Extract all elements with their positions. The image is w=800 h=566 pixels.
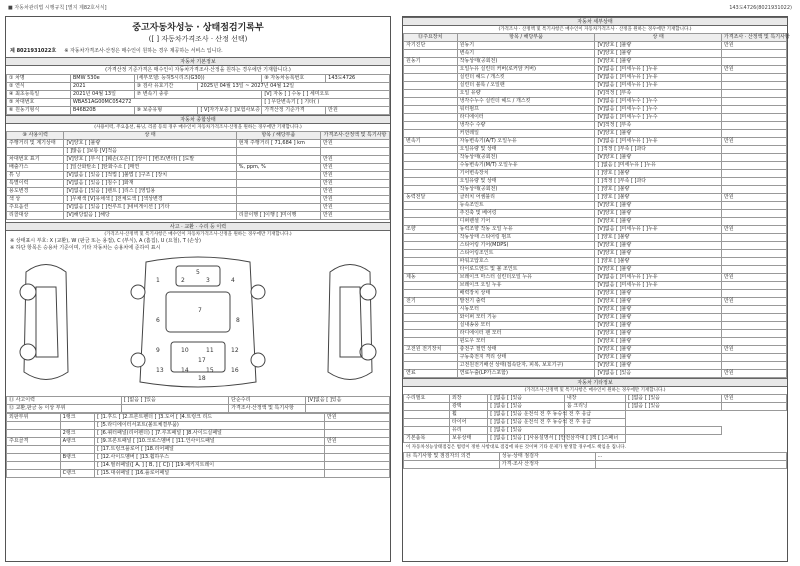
parts-row: [ ]17.트렁크플로어 [ ]18.리어패널 (7, 446, 390, 454)
option-table (403, 394, 787, 443)
diagram-number: 6 (156, 317, 160, 324)
legend-line-2: ※ 하단 항목은 승용차 기준이며, 기타 자동차는 승용차에 준하여 표시 (10, 245, 161, 251)
diagram-number: 9 (156, 347, 160, 354)
diagram-number: 18 (198, 375, 206, 382)
detail-row: 변속기 자동변속기(A/T) 오일누유 [V]없음 [ ]미세누유 [ ]누유 만원 (404, 138, 787, 146)
basic-info-table: ① 차명 BMW 530e (세부모델: 등허5시리즈(G30)) ⑧ 자동차등록번호 143도4726 ② 연식 2021 ③ 검사 유효기간 2025년 04월 13일 ~ 2027년 04월 12일 ④ 최초등록일 2021년 04월 13일 ⑦ 변속기 종류 [V] 자동 [ ] 수동 [ ] 세미오토 ⑤ 차대번호 WBA51AG00MC054272 [ ] 무단변속기 [ ] 기타( ) ⑥ 원동기형식 B46B20B ⑨ 보증유형 [ V]자가보증 [ ]보험사보증 가격산정 기준가격 만원 (6, 74, 390, 115)
left-page (5, 16, 391, 562)
diagram-number: 13 (156, 367, 164, 374)
car-left-side (20, 265, 68, 380)
option-bar: 자동차 기타정보 (403, 378, 787, 387)
diagram-number: 17 (198, 357, 206, 364)
option-row: 기본품목 보유상태 [ ]없음 [ ]있음 [ ]사용설명서 [ ]안전삼각대 [ ]잭 [ ]스패너 (404, 435, 787, 443)
basic-info-bar: 자동차 기본정보 (6, 57, 390, 66)
diagram-number: 11 (206, 347, 214, 354)
diagram-number: 2 (181, 277, 185, 284)
right-page (402, 16, 788, 562)
detail-table: ⑬주요장치 항목 / 해당부품 상 태 가격조사 · 산정액 및 특기사항 자기진단 원동기 [V]양호 [ ]불량 만원 변속기 [V]양호 [ ]불량 원동기 작동상태(공회전) [V]양호 [ ]불량 오일누유 실린더 커버(로커암 커버) [V]없음 [ ]미세누유 [ ]누유 만원 실린더 헤드 / 개스킷 [V]없음 [ ]미세누유 [ ]누유 실린더 블록 / 오일팬 [V]없음 [ ]미세누유 [ ]누유 오일 유량 [V]적정 [ ]부족 냉각수누수 실린더 헤드 / 개스킷 [V]없음 [ ]미세누수 [ ]누수 워터펌프 [V]없음 [ ]미세누수 [ ]누수 라디에이터 [V]없음 [ ]미세누수 [ ]누수 냉각수 수량 [V]적정 [ ]부족 커먼레일 [V]양호 [ ]불량 변속기 자동변속기(A/T) 오일누유 [V]없음 [ ]미세누유 [ ]누유 만원 오일유량 및 상태 [ ]적정 [ ]부족 [ ]과다 작동상태(공회전) [V]양호 [ ]불량 수동변속기(M/T) 오일누유 [ ]없음 [ ]미세누유 [ ]누유 기어변속장치 [ ]양호 [ ]불량 오일유량 및 상태 [ ]적정 [ ]부족 [ ]과다 작동상태(공회전) [ ]양호 [ ]불량 동력전달 클러치 어셈블리 [ ]양호 [ ]불량 만원 등속조인트 [V]양호 [ ]불량 추진축 및 베어링 [V]양호 [ ]불량 디퍼렌셜 기어 [V]양호 [ ]불량 조향 동력조향 작동 오일 누유 [V]없음 [ ]미세누유 [ ]누유 만원 작동상태 스티어링 펌프 [ ]양호 [ ]불량 스티어링 기어(MDPS) [V]양호 [ ]불량 스티어링조인트 [V]양호 [ ]불량 파워고압호스 [ ]양호 [ ]불량 타이로드엔드 및 볼 조인트 [V]양호 [ ]불량 제동 브레이크 마스터 실린더오일 누유 [V]없음 [ ]미세누유 [ ]누유 만원 브레이크 오일 누유 [V]없음 [ ]미세누유 [ ]누유 배력장치 상태 [V]양호 [ ]불량 전기 발전기 출력 [V]양호 [ ]불량 만원 시동모터 [V]양호 [ ]불량 와이퍼 모터 기능 [V]양호 [ ]불량 실내송풍 모터 [V]양호 [ ]불량 라디에이터 팬 모터 [V]양호 [ ]불량 윈도우 모터 [V]양호 [ ]불량 고전원 전기장치 충전구 절연 상태 [V]양호 [ ]불량 만원 구동축전지 격리 상태 [V]양호 [ ]불량 고전원전기배선 상태(접속단자, 피복, 보호기구) [V]양호 [ ]불량 연료 연료누출(LP가스포함) [V]없음 [ ]있음 만원 (403, 33, 787, 378)
option-row: 휠 [ ]없음 [ ]있음 운전석 전 후 동승석 전 후 응급 (404, 411, 787, 419)
status-row: 리콜대상 [V]해당없음 [ ]해당 리콜이행 [ ]이행 [ ]미이행 만원 (7, 212, 390, 220)
parts-row: 주요골격 A랭크 [ ]9.프론트패널 [ ]10.크로스멤버 [ ]11.인사이드패널 만원 (7, 438, 390, 446)
detail-row: 기어변속장치 [ ]양호 [ ]불량 (404, 170, 787, 178)
form-header-right: 143도4726(8021931022) (729, 5, 792, 11)
detail-row: 오일유량 및 상태 [ ]적정 [ ]부족 [ ]과다 (404, 146, 787, 154)
diagram-number: 7 (198, 307, 202, 314)
status-row: 배출가스 [ ]일산화탄소 [ ]탄화수소 [ ]매연 %, ppm, % 만원 (7, 164, 390, 172)
status-note: (사용이력, 주요옵션, 튜닝, 리콜 등의 경우 매수인이 자동차가격조사·산정을 원하는 경우에만 기재합니다.) (94, 125, 302, 130)
detail-row: 파워고압호스 [ ]양호 [ ]불량 (404, 258, 787, 266)
diagram-number: 15 (206, 367, 214, 374)
document-number: 제 8021931022호 (10, 48, 57, 54)
detail-row: 실내송풍 모터 [V]양호 [ ]불량 (404, 322, 787, 330)
detail-row: 원동기 작동상태(공회전) [V]양호 [ ]불량 (404, 58, 787, 66)
detail-row: 실린더 블록 / 오일팬 [V]없음 [ ]미세누유 [ ]누유 (404, 82, 787, 90)
accident-row: ⑫ 교환,판금 등 이상 부위 가격조사·산정액 및 특기사항 (7, 405, 390, 413)
detail-bar: 자동차 세부상태 (403, 17, 787, 26)
status-row: 튜 닝 [V]없음 [ ]있음 [ ]적법 [ ]불법 [ ]구조 [ ]장치 만원 (7, 172, 390, 180)
detail-row: 워터펌프 [V]없음 [ ]미세누수 [ ]누수 (404, 106, 787, 114)
detail-row: 라디에이터 [V]없음 [ ]미세누수 [ ]누수 (404, 114, 787, 122)
detail-row: 고전원전기배선 상태(접속단자, 피복, 보호기구) [V]양호 [ ]불량 (404, 362, 787, 370)
detail-row: 라디에이터 팬 모터 [V]양호 [ ]불량 (404, 330, 787, 338)
detail-row: 등속조인트 [V]양호 [ ]불량 (404, 202, 787, 210)
option-note: (가격조사·산정액 및 특기사항은 매수인이 원하는 경우에만 기재합니다.) (524, 388, 666, 393)
detail-row: 와이퍼 모터 기능 [V]양호 [ ]불량 (404, 314, 787, 322)
detail-row: 냉각수누수 실린더 헤드 / 개스킷 [V]없음 [ ]미세누수 [ ]누수 (404, 98, 787, 106)
car-right-side (328, 265, 376, 380)
detail-row: 전기 발전기 출력 [V]양호 [ ]불량 만원 (404, 298, 787, 306)
status-bar: 자동차 종합상태 (6, 115, 390, 124)
detail-row: 배력장치 상태 [V]양호 [ ]불량 (404, 290, 787, 298)
detail-row: 구동축전지 격리 상태 [V]양호 [ ]불량 (404, 354, 787, 362)
detail-row: 윈도우 모터 [V]양호 [ ]불량 (404, 338, 787, 346)
detail-row: 동력전달 클러치 어셈블리 [ ]양호 [ ]불량 만원 (404, 194, 787, 202)
status-row: 용도변경 [V]없음 [ ]있음 [ ]렌트 [ ]리스 [ ]영업용 만원 (7, 188, 390, 196)
basic-info-note: (가격산정 기준가격은 매수인이 자동차가격조사·산정을 원하는 경우에만 기재합니다.) (105, 67, 291, 73)
option-row: 유리 [ ]없음 [ ]있음 (404, 427, 787, 435)
detail-row: 연료 연료누출(LP가스포함) [V]없음 [ ]있음 만원 (404, 370, 787, 378)
detail-row: 자기진단 원동기 [V]양호 [ ]불량 만원 (404, 42, 787, 50)
status-row: 색 상 [ ]무채색 [V]유채색 [ ]전체도색 [ ]색상변경 만원 (7, 196, 390, 204)
diagram-number: 12 (231, 347, 239, 354)
detail-row: 시동모터 [V]양호 [ ]불량 (404, 306, 787, 314)
accident-note: (가격조사·산정액 및 특기사항은 매수인이 자동차가격조사·산정을 원하는 경우에만 기재합니다.) (104, 232, 292, 237)
detail-note: (가격조사 · 산정액 및 특기사항은 매수인이 자동차가격조사 · 산정을 원하는 경우에만 기재합니다.) (498, 27, 692, 32)
accident-row: ⑪ 사고이력 [ ]없음 [ ]있음 단순수리 [V]없음 [ ]있음 (7, 397, 390, 405)
status-row: [ ]많음 [ ]보통 [V]적음 (7, 148, 390, 156)
detail-row: 작동상태(공회전) [ ]양호 [ ]불량 (404, 186, 787, 194)
footer-table (403, 452, 787, 469)
footer-note: 이 자동차성능상태점검은 법령이 정한 사항대로 점검에 따른 것이며 기타 문제가 발생할 경우에도 책임을 집니다. (406, 445, 626, 450)
car-damage-diagram (6, 252, 390, 392)
detail-row: 조향 동력조향 작동 오일 누유 [V]없음 [ ]미세누유 [ ]누유 만원 (404, 226, 787, 234)
diagram-number: 10 (181, 347, 189, 354)
detail-row: 고전원 전기장치 충전구 절연 상태 [V]양호 [ ]불량 만원 (404, 346, 787, 354)
status-row: 특별이력 [V]없음 [ ]있음 [ ]침수 [ ]화재 만원 (7, 180, 390, 188)
detail-row: 작동상태 스티어링 펌프 [ ]양호 [ ]불량 (404, 234, 787, 242)
parts-row: 외판부위 1랭크 [ ]1.후드 [ ]2.프론트펜더 [ ]3.도어 [ ]4.트렁크 리드 만원 (7, 414, 390, 422)
detail-row: 스티어링조인트 [V]양호 [ ]불량 (404, 250, 787, 258)
status-row: 차대번호 표기 [V]양호 [ ]부식 [ ]훼손(오손) [ ]상이 [ ]변조(변타) [ ]도말 만원 (7, 156, 390, 164)
detail-row: 커먼레일 [V]양호 [ ]불량 (404, 130, 787, 138)
detail-row: 오일누유 실린더 커버(로커암 커버) [V]없음 [ ]미세누유 [ ]누유 만원 (404, 66, 787, 74)
detail-row: 냉각수 수량 [V]적정 [ ]부족 (404, 122, 787, 130)
parts-row: 2랭크 [ ]6.쿼터패널(리어펜더) [ ]7.루프패널 [ ]8.사이드실패널 (7, 430, 390, 438)
diagram-number: 1 (156, 277, 160, 284)
diagram-number: 14 (181, 367, 189, 374)
form-title: 중고자동차성능 · 상태점검기록부 (132, 23, 264, 33)
detail-row: 타이로드엔드 및 볼 조인트 [V]양호 [ ]불량 (404, 266, 787, 274)
legend-line: ※ 상태표시 부호: X (교환), W (판금 또는 용접), C (부식), A (흠집), U (요철), T (손상) (10, 238, 201, 244)
parts-table (6, 413, 390, 478)
option-row: 타이어 [ ]없음 [ ]있음 운전석 전 후 동승석 전 후 응급 (404, 419, 787, 427)
detail-row: 변속기 [V]양호 [ ]불량 (404, 50, 787, 58)
detail-row: 디퍼렌셜 기어 [V]양호 [ ]불량 (404, 218, 787, 226)
document-note: ※ 자동차가격조사·산정은 매수인이 원하는 경우 제공하는 서비스 입니다. (64, 48, 223, 54)
diagram-number: 16 (231, 367, 239, 374)
detail-row: 실린더 헤드 / 개스킷 [V]없음 [ ]미세누유 [ ]누유 (404, 74, 787, 82)
detail-row: 제동 브레이크 마스터 실린더오일 누유 [V]없음 [ ]미세누유 [ ]누유 만원 (404, 274, 787, 282)
status-table: ⑩ 사용이력 상 태 항목 / 해당부품 가격조사·산정액 및 특기사항 주행거리 및 계기상태 [V]양호 [ ]불량 현재 주행거리 [ 71,684 ] km 만원 [ ]많음 [ ]보통 [V]적음 차대번호 표기 [V]양호 [ ]부식 [ ]훼손(오손) [ ]상이 [ ]변조(변타) [ ]도말 만원 배출가스 [ ]일산화탄소 [ ]탄화수소 [ ]매연 %, ppm, % 만원 튜 닝 [V]없음 [ ]있음 [ ]적법 [ ]불법 [ ]구조 [ ]장치 만원 특별이력 [V]없음 [ ]있음 [ ]침수 [ ]화재 만원 용도변경 [V]없음 [ ]있음 [ ]렌트 [ ]리스 [ ]영업용 만원 색 상 [ ]무채색 [V]유채색 [ ]전체도색 [ ]색상변경 만원 주요옵션 [V]없음 [ ]있음 [ ]썬루프 [ ]네비게이션 [ ]기타 만원 리콜대상 [V]해당없음 [ ]해당 리콜이행 [ ]이행 [ ]미이행 만원 (6, 131, 390, 220)
diagram-number: 4 (231, 277, 235, 284)
parts-row: B랭크 [ ]12.사이드멤버 [ ]13.휠하우스 (7, 454, 390, 462)
parts-row: [ ]5.라디에이터서포트(볼트체결부품) (7, 422, 390, 430)
form-header-left: ■ 자동차관리법 시행규칙 [별지 제82호서식] (8, 5, 107, 11)
accident-table (6, 396, 390, 413)
detail-row: 오일 유량 [V]적정 [ ]부족 (404, 90, 787, 98)
option-row: 수리필요 외장 [ ]없음 [ ]있음 내장 [ ]없음 [ ]있음 만원 (404, 395, 787, 403)
form-subtitle: ([ ] 자동차가격조사 · 산정 선택) (148, 35, 248, 43)
detail-row: 브레이크 오일 누유 [V]없음 [ ]미세누유 [ ]누유 (404, 282, 787, 290)
detail-row: 수동변속기(M/T) 오일누유 [ ]없음 [ ]미세누유 [ ]누유 (404, 162, 787, 170)
option-row: 광택 [ ]없음 [ ]있음 룸 크리닝 [ ]없음 [ ]있음 (404, 403, 787, 411)
parts-row: C랭크 [ ]15.대쉬패널 [ ]16.플로어패널 (7, 470, 390, 478)
status-row: 주요옵션 [V]없음 [ ]있음 [ ]썬루프 [ ]네비게이션 [ ]기타 만원 (7, 204, 390, 212)
footer-row: ⑭ 특기사항 및 점검자의 의견 성능·상태 점검자 ... (404, 453, 787, 461)
parts-row: [ ]14.필러패널([ A, ] [ B, ] [ C]) [ ]19.패키지트레이 (7, 462, 390, 470)
car-top-view (131, 257, 265, 387)
detail-row: 스티어링 기어(MDPS) [V]양호 [ ]불량 (404, 242, 787, 250)
diagram-number: 5 (196, 269, 200, 276)
detail-row: 오일유량 및 상태 [ ]적정 [ ]부족 [ ]과다 (404, 178, 787, 186)
diagram-number: 8 (236, 317, 240, 324)
detail-row: 추진축 및 베어링 [V]양호 [ ]불량 (404, 210, 787, 218)
diagram-number: 3 (206, 277, 210, 284)
footer-row: 가격·조사 산정자 (404, 461, 787, 469)
accident-bar: 사고 · 교환 · 수리 등 이력 (6, 222, 390, 231)
detail-row: 작동상태(공회전) [V]양호 [ ]불량 (404, 154, 787, 162)
status-row: 주행거리 및 계기상태 [V]양호 [ ]불량 현재 주행거리 [ 71,684 ] km 만원 (7, 140, 390, 148)
